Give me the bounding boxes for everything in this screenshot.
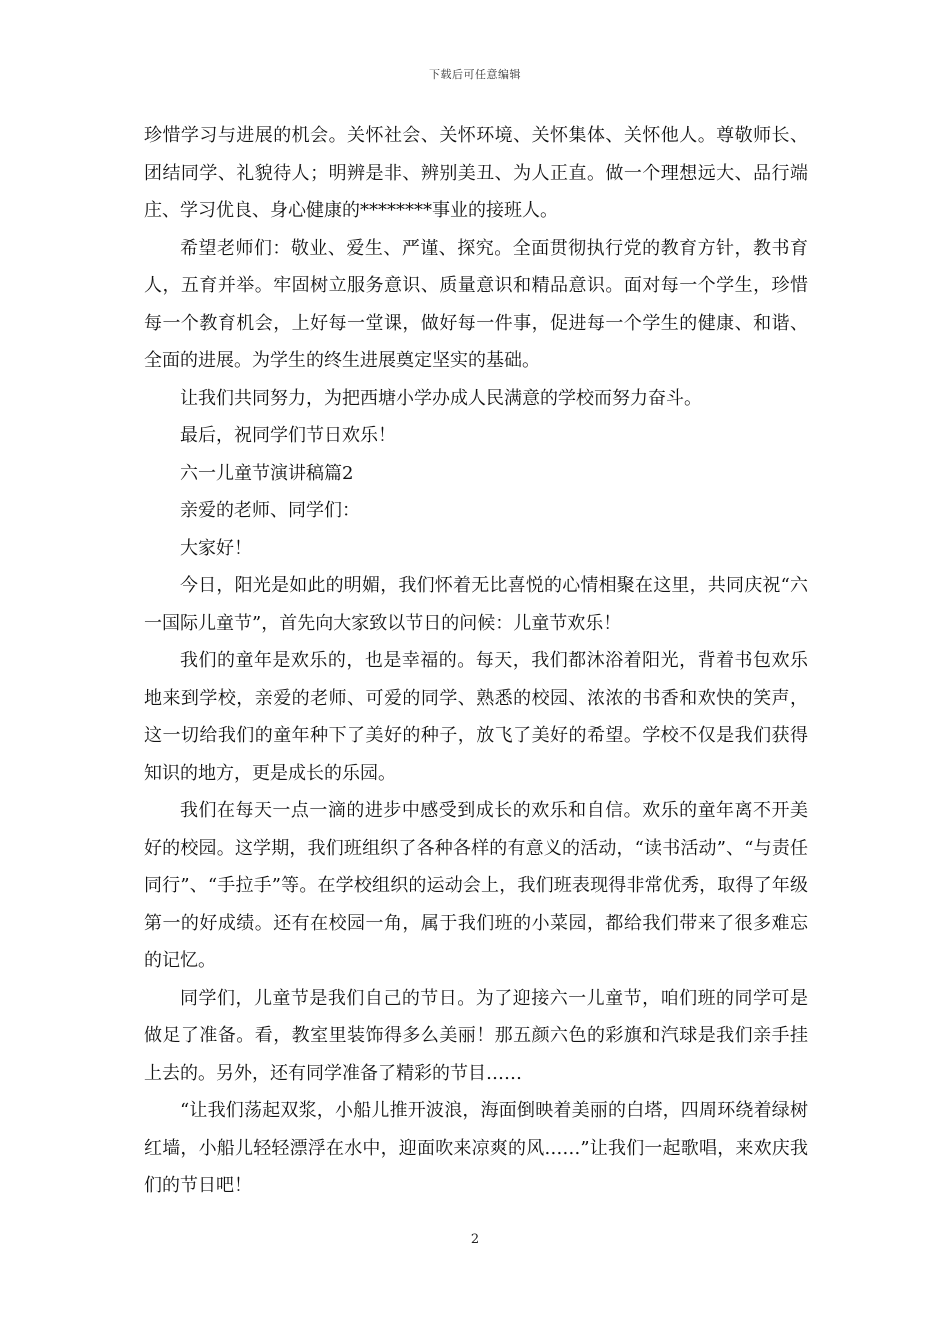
header-note: 下载后可任意编辑 <box>429 68 521 81</box>
paragraph-closing-wish: 最后，祝同学们节日欢乐！ <box>180 425 396 446</box>
paragraph-continuation: 珍惜学习与进展的机会。关怀社会、关怀环境、关怀集体、关怀他人。尊敬师长、团结同学、礼貌待人；明辨是非、辨别美丑、为人正直。做一个理想远大、品行端庄、学习优良、身心健康的********事业的接班人。 <box>144 125 808 221</box>
paragraph-preparation: 同学们，儿童节是我们自己的节日。为了迎接六一儿童节，咱们班的同学可是做足了准备。看，教室里装饰得多么美丽！那五颜六色的彩旗和汽球是我们亲手挂上去的。另外，还有同学准备了精彩的节目…… <box>144 987 808 1084</box>
page-number: 2 <box>470 1232 480 1247</box>
document-body <box>144 117 808 1205</box>
paragraph-childhood: 我们的童年是欢乐的，也是幸福的。每天，我们都沐浴着阳光，背着书包欢乐地来到学校，亲爱的老师、可爱的同学、熟悉的校园、浓浓的书香和欢快的笑声，这一切给我们的童年种下了美好的种子，放飞了美好的希望。学校不仅是我们获得知识的地方，更是成长的乐园。 <box>144 650 808 784</box>
paragraph-hope-teachers: 希望老师们：敬业、爱生、严谨、探究。全面贯彻执行党的教育方针，教书育人，五育并举。牢固树立服务意识、质量意识和精品意识。面对每一个学生，珍惜每一个教育机会，上好每一堂课，做好每一件事，促进每一个学生的健康、和谐、全面的进展。为学生的终生进展奠定坚实的基础。 <box>144 237 808 371</box>
section-title: 六一儿童节演讲稿篇2 <box>180 462 354 484</box>
paragraph-today: 今日，阳光是如此的明媚，我们怀着无比喜悦的心情相聚在这里，共同庆祝“六一国际儿童节”，首先向大家致以节日的问候：儿童节欢乐！ <box>144 575 808 634</box>
paragraph-song: “让我们荡起双浆，小船儿推开波浪，海面倒映着美丽的白塔，四周环绕着绿树红墙，小船儿轻轻漂浮在水中，迎面吹来凉爽的风……”让我们一起歌唱，来欢庆我们的节日吧！ <box>144 1100 808 1196</box>
paragraph-progress: 我们在每天一点一滴的进步中感受到成长的欢乐和自信。欢乐的童年离不开美好的校园。这学期，我们班组织了各种各样的有意义的活动，“读书活动”、“与责任同行”、“手拉手”等。在学校组织的运动会上，我们班表现得非常优秀，取得了年级第一的好成绩。还有在校园一角，属于我们班的小菜园，都给我们带来了很多难忘的记忆。 <box>144 800 808 971</box>
greeting: 大家好！ <box>180 537 252 559</box>
paragraph-work-together: 让我们共同努力，为把西塘小学办成人民满意的学校而努力奋斗。 <box>180 387 702 409</box>
salutation: 亲爱的老师、同学们： <box>180 500 360 521</box>
